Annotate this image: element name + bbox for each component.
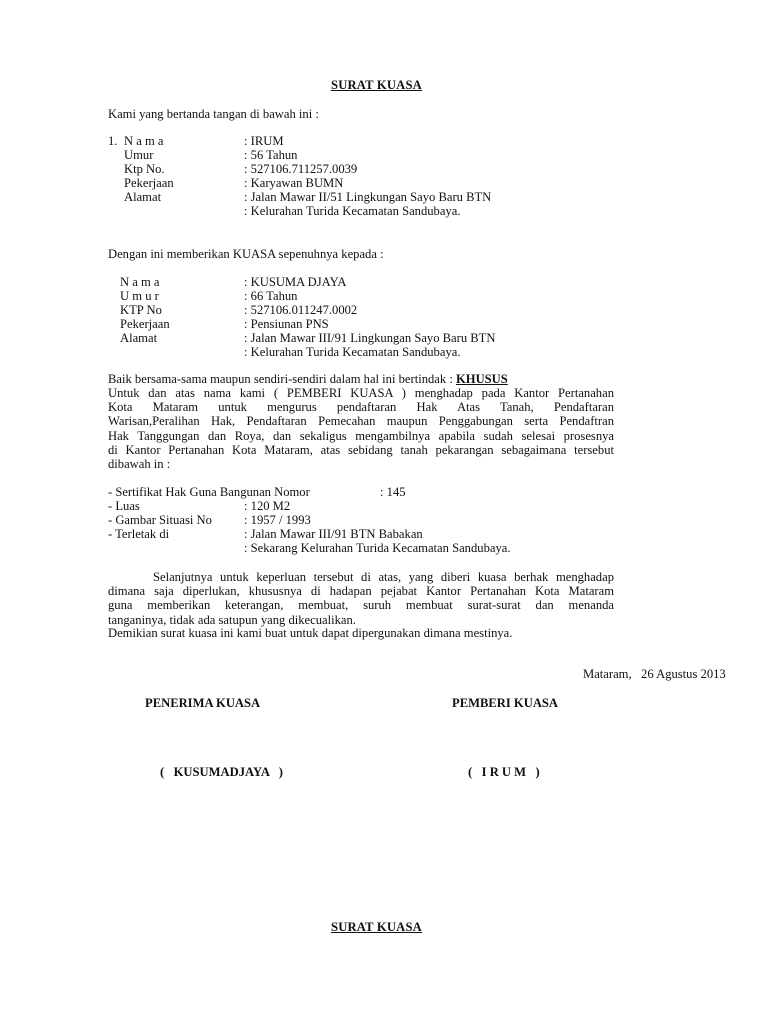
grantee-ktp-label: KTP No: [120, 303, 162, 317]
document-title: SURAT KUASA: [331, 78, 422, 92]
grantee-age-value: : 66 Tahun: [244, 289, 298, 303]
grantee-name-label: N a m a: [120, 275, 160, 289]
purpose-emphasis: KHUSUS: [455, 372, 508, 386]
purpose-line: Kota Mataram untuk mengurus pendaftaran Hak Atas Tanah, Pendaftaran: [108, 400, 614, 415]
intro-text: Kami yang bertanda tangan di bawah ini :: [108, 107, 319, 121]
purpose-line: Warisan,Peralihan Hak, Pendaftaran Pemecahan maupun Penggabungan serta Pendaftran: [108, 414, 614, 429]
grantor-name-label: N a m a: [124, 134, 164, 148]
grantor-ktp-label: Ktp No.: [124, 162, 165, 176]
grantor-job-value: : Karyawan BUMN: [244, 176, 344, 190]
grantor-name-value: : IRUM: [244, 134, 284, 148]
property-area-label: - Luas: [108, 499, 140, 513]
property-location-label: - Terletak di: [108, 527, 170, 541]
purpose-lead: [108, 372, 508, 386]
closing-line: tanganinya, tidak ada satupun yang dikecualikan.: [108, 612, 356, 627]
grantee-address-value: : Jalan Mawar III/91 Lingkungan Sayo Baru BTN: [244, 331, 496, 345]
grantor-ktp-value: : 527106.711257.0039: [244, 162, 358, 176]
property-certificate-value: : 145: [380, 485, 406, 499]
grant-statement: Dengan ini memberikan KUASA sepenuhnya kepada :: [108, 247, 384, 261]
receiver-name: ( KUSUMADJAYA ): [160, 765, 283, 779]
property-certificate-label: - Sertifikat Hak Guna Bangunan Nomor: [108, 485, 310, 499]
place-date: Mataram, 26 Agustus 2013: [583, 667, 726, 681]
grantee-age-label: U m u r: [120, 289, 159, 303]
property-area-value: : 120 M2: [244, 499, 291, 513]
giver-name: ( I R U M ): [468, 765, 540, 779]
grantor-age-label: Umur: [124, 148, 154, 162]
closing-line: dimana saja diperlukan, khususnya di hadapan pejabat Kantor Pertanahan Kota Mataram: [108, 584, 614, 599]
grantor-address-label: Alamat: [124, 190, 162, 204]
grantor-job-label: Pekerjaan: [124, 176, 174, 190]
grantor-address-value-2: : Kelurahan Turida Kecamatan Sandubaya.: [244, 204, 461, 218]
property-location-value-2: : Sekarang Kelurahan Turida Kecamatan Sandubaya.: [244, 541, 511, 555]
purpose-line: Untuk dan atas nama kami ( PEMBERI KUASA ) menghadap pada Kantor Pertanahan: [108, 386, 614, 400]
grantor-address-value: : Jalan Mawar II/51 Lingkungan Sayo Baru BTN: [244, 190, 492, 204]
receiver-heading: PENERIMA KUASA: [145, 696, 261, 710]
closing-line: Selanjutnya untuk keperluan tersebut di atas, yang diberi kuasa berhak menghadap: [153, 570, 614, 584]
grantee-ktp-value: : 527106.011247.0002: [244, 303, 358, 317]
giver-heading: PEMBERI KUASA: [452, 696, 559, 710]
purpose-line: di Kantor Pertanahan Kota Mataram, atas sebidang tanah pekarangan sebagaimana tersebut: [108, 442, 614, 457]
grantor-number: 1.: [108, 134, 118, 148]
grantor-age-value: : 56 Tahun: [244, 148, 298, 162]
purpose-paragraph: [108, 386, 614, 471]
purpose-lead-text: Baik bersama-sama maupun sendiri-sendiri dalam hal ini bertindak :: [108, 372, 456, 386]
closing-final: Demikian surat kuasa ini kami buat untuk dapat dipergunakan dimana mestinya.: [108, 626, 513, 640]
grantee-job-label: Pekerjaan: [120, 317, 170, 331]
purpose-line: dibawah in :: [108, 456, 171, 471]
grantee-address-value-2: : Kelurahan Turida Kecamatan Sandubaya.: [244, 345, 461, 359]
property-survey-value: : 1957 / 1993: [244, 513, 311, 527]
grantee-job-value: : Pensiunan PNS: [244, 317, 329, 331]
next-page-title: SURAT KUASA: [331, 920, 422, 934]
property-survey-label: - Gambar Situasi No: [108, 513, 212, 527]
grantee-address-label: Alamat: [120, 331, 158, 345]
purpose-line: Hak Tanggungan dan Roya, dan sekaligus mengambilnya apabila sudah selesai prosesnya: [108, 428, 614, 443]
closing-paragraph: [108, 570, 614, 627]
grantee-name-value: : KUSUMA DJAYA: [244, 275, 347, 289]
closing-line: guna memberikan keterangan, membuat, suruh membuat surat-surat dan menanda: [108, 598, 614, 613]
property-location-value: : Jalan Mawar III/91 BTN Babakan: [244, 527, 423, 541]
